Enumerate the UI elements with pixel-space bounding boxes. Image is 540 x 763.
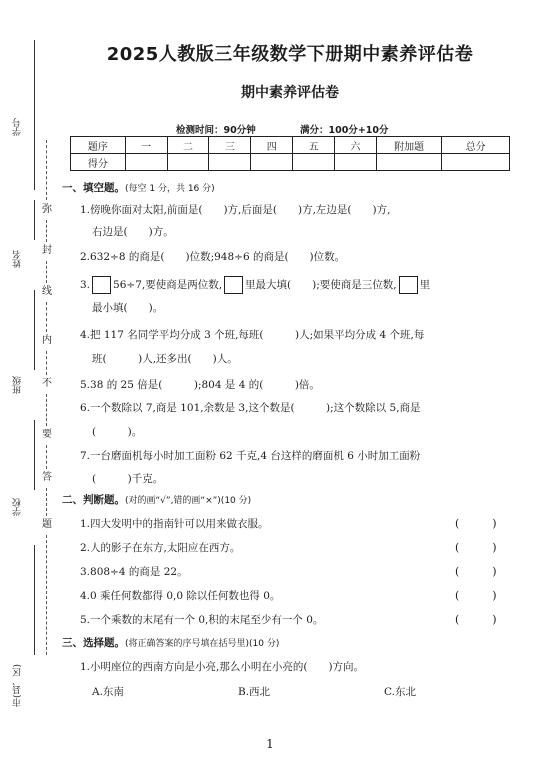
section-3-heading <box>62 635 279 650</box>
seal-char: 题 <box>42 519 52 530</box>
question-3-text-c: 里 <box>419 279 431 291</box>
binding-label-city: 市(县、区) <box>13 664 23 708</box>
score-table-cell: 得分 <box>71 154 126 171</box>
exam-subtitle: 期中素养评估卷 <box>241 85 339 101</box>
judge-answer-paren[interactable]: ( ) <box>455 541 497 554</box>
score-input-cell[interactable] <box>251 154 293 171</box>
judge-answer-paren[interactable]: ( ) <box>455 589 497 602</box>
question-7-line-2: ( )千克。 <box>92 473 164 485</box>
score-input-cell[interactable] <box>442 154 510 171</box>
judge-item-4: 4.0 乘任何数都得 0,0 除以任何数也得 0。 <box>80 590 281 602</box>
binding-line <box>34 290 35 370</box>
answer-box[interactable] <box>399 276 418 294</box>
seal-dash-line <box>46 220 47 242</box>
binding-line <box>34 40 35 190</box>
seal-dash-line <box>46 351 47 375</box>
score-table-cell: 五 <box>293 137 335 154</box>
seal-dash-line <box>46 261 47 283</box>
seal-char: 线 <box>42 286 52 297</box>
choice-option-b[interactable]: B.西北 <box>238 686 271 698</box>
section-2-note: (对的画“√”,错的画“×”)(10 分) <box>125 496 252 506</box>
choice-option-c[interactable]: C.东北 <box>384 686 416 698</box>
question-6-line-2: ( )。 <box>92 426 143 438</box>
page-number: 1 <box>266 737 274 751</box>
section-3-note: (将正确答案的序号填在括号里)(10 分) <box>125 639 280 649</box>
score-input-cell[interactable] <box>335 154 377 171</box>
seal-char: 封 <box>42 245 52 256</box>
seal-char: 不 <box>42 378 52 389</box>
judge-answer-paren[interactable]: ( ) <box>455 565 497 578</box>
score-input-cell[interactable] <box>167 154 209 171</box>
seal-dash-line <box>46 535 47 655</box>
seal-dash-line <box>46 488 47 516</box>
binding-label-student-id: 学号 <box>13 118 23 136</box>
question-4-line-1: 4.把 117 名同学平均分成 3 个班,每班( )人;如果平均分成 4 个班,每 <box>80 329 425 341</box>
answer-box[interactable] <box>224 276 243 294</box>
score-table-score-row <box>71 154 510 171</box>
judge-item-2: 2.人的影子在东方,太阳应在西方。 <box>80 542 241 554</box>
seal-dash-line <box>46 302 47 332</box>
section-1-note: (每空 1 分，共 16 分) <box>125 184 215 194</box>
score-table-cell: 六 <box>335 137 377 154</box>
seal-dash-line <box>46 445 47 469</box>
score-table-cell: 三 <box>209 137 251 154</box>
binding-label-name: 姓名 <box>13 250 23 268</box>
seal-dash-line <box>46 394 47 426</box>
binding-line <box>34 200 35 240</box>
question-1-line-1: 1.傍晚你面对太阳,前面是( )方,后面是( )方,左边是( )方, <box>80 204 391 216</box>
score-table <box>70 136 510 171</box>
seal-char: 要 <box>42 429 52 440</box>
question-3-line-1 <box>80 276 430 295</box>
score-table-cell: 一 <box>125 137 167 154</box>
score-table-cell: 二 <box>167 137 209 154</box>
score-input-cell[interactable] <box>125 154 167 171</box>
binding-label-class: 班级 <box>13 376 23 394</box>
question-3-number: 3. <box>80 279 91 291</box>
section-2-title: 二、判断题。 <box>62 494 125 506</box>
seal-char: 弥 <box>42 204 52 215</box>
question-2: 2.632÷8 的商是( )位数;948÷6 的商是( )位数。 <box>80 251 346 263</box>
binding-label-school: 学校 <box>13 498 23 516</box>
binding-line <box>34 420 35 490</box>
score-table-cell: 题序 <box>71 137 126 154</box>
question-3-text-a: 56÷7,要使商是两位数, <box>113 279 223 291</box>
question-5: 5.38 的 25 倍是( );804 是 4 的( )倍。 <box>80 379 320 391</box>
judge-item-5: 5.一个乘数的末尾有一个 0,积的末尾至少有一个 0。 <box>80 614 324 626</box>
judge-item-3: 3.808÷4 的商是 22。 <box>80 566 188 578</box>
question-7-line-1: 7.一台磨面机每小时加工面粉 62 千克,4 台这样的磨面机 6 小时加工面粉 <box>80 450 421 462</box>
section-3-title: 三、选择题。 <box>62 637 125 649</box>
section-2-heading <box>62 492 251 507</box>
score-input-cell[interactable] <box>376 154 441 171</box>
section-1-heading <box>62 180 215 195</box>
question-4-line-2: 班( )人,还多出( )人。 <box>92 353 238 365</box>
exam-time: 检测时间：90分钟 <box>176 125 256 136</box>
judge-answer-paren[interactable]: ( ) <box>455 517 497 530</box>
choice-question-1: 1.小明座位的西南方向是小亮,那么小明在小亮的( )方向。 <box>80 661 365 673</box>
seal-dash-line <box>46 140 47 200</box>
score-input-cell[interactable] <box>293 154 335 171</box>
binding-line <box>34 545 35 655</box>
question-3-line-2: 最小填( )。 <box>92 302 164 314</box>
score-input-cell[interactable] <box>209 154 251 171</box>
exam-title: 2025人教版三年级数学下册期中素养评估卷 <box>106 44 474 65</box>
score-table-cell: 附加题 <box>376 137 441 154</box>
question-6-line-1: 6.一个数除以 7,商是 101,余数是 3,这个数是( );这个数除以 5,商是 <box>80 402 421 414</box>
seal-char: 内 <box>42 335 52 346</box>
seal-char: 答 <box>42 472 52 483</box>
question-1-line-2: 右边是( )方。 <box>92 226 174 238</box>
judge-item-1: 1.四大发明中的指南针可以用来做衣服。 <box>80 518 269 530</box>
score-table-header-row <box>71 137 510 154</box>
score-table-cell: 总分 <box>442 137 510 154</box>
score-table-cell: 四 <box>251 137 293 154</box>
judge-answer-paren[interactable]: ( ) <box>455 613 497 626</box>
question-3-text-b: 里最大填( );要使商是三位数, <box>245 279 397 291</box>
answer-box[interactable] <box>92 276 111 294</box>
choice-option-a[interactable]: A.东南 <box>92 686 124 698</box>
section-1-title: 一、填空题。 <box>62 182 125 194</box>
exam-full-score: 满分：100分+10分 <box>300 125 389 136</box>
